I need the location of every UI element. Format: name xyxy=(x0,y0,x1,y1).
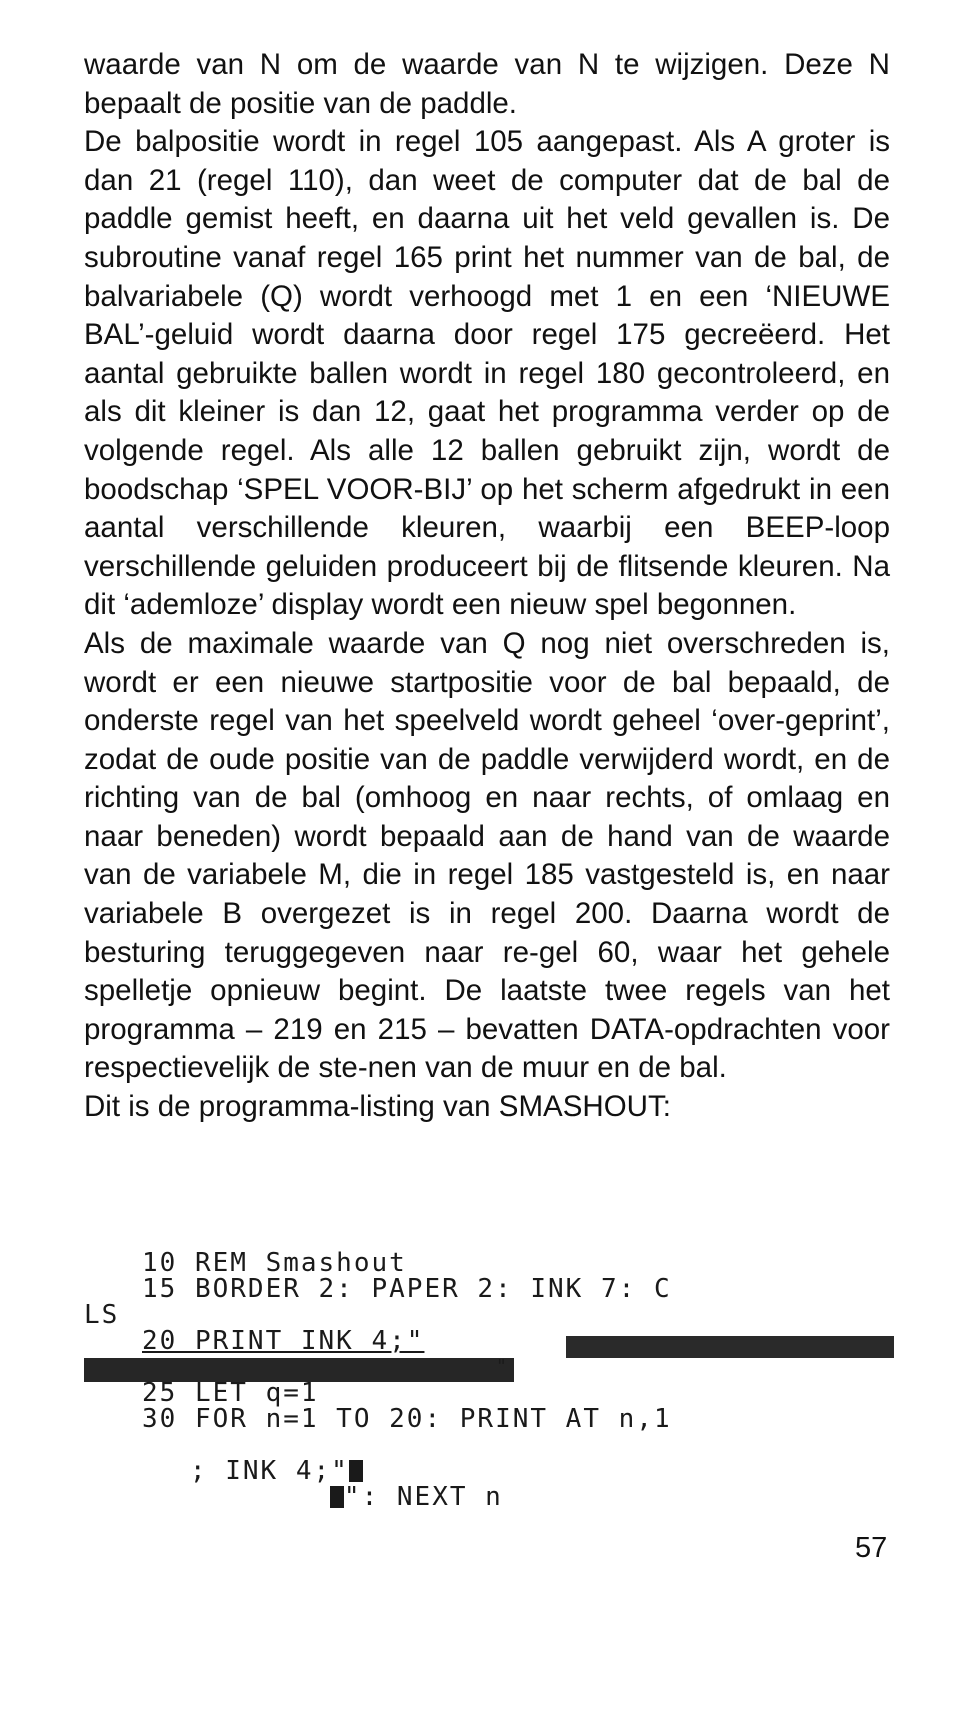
listing-line-15-cont: LS xyxy=(84,1300,120,1330)
listing-line-30c: ": NEXT n xyxy=(343,1482,503,1512)
listing-line-30-cont xyxy=(84,1432,894,1486)
listing-line-10: 10 REM Smashout xyxy=(142,1248,407,1278)
graphics-block-bar xyxy=(566,1336,894,1358)
paragraph-3: Als de maximale waarde van Q nog niet overschreden is, wordt er een nieuwe startpositie voor de bal bepaald, de onderste regel van het speelveld wordt geheel ‘over-geprint’, zodat de oude positie van de paddle verwijderd wordt, en de richting van de bal (omhoog en naar rechts, of omlaag en naar beneden) wordt bepaald aan de hand van de waarde van de variabele M, die in regel 185 vastgesteld is, en naar variabele B overgezet is in regel 200. Daarna wordt de besturing teruggegeven naar re-gel 60, waar het gehele spelletje opnieuw begint. De laatste twee regels van het programma – 219 en 215 – bevatten DATA-opdrachten voor respectievelijk de ste-nen van de muur en de bal. xyxy=(84,626,890,1085)
listing-line-20-group xyxy=(84,1328,894,1380)
graphics-block-icon xyxy=(330,1486,344,1508)
listing-line-15: 15 BORDER 2: PAPER 2: INK 7: C xyxy=(142,1274,672,1304)
listing-line-20: 20 PRINT INK 4;" xyxy=(142,1326,425,1356)
program-listing xyxy=(84,1248,894,1512)
paragraph-1: waarde van N om de waarde van N te wijzigen. Deze N bepaalt de positie van de paddle. xyxy=(84,48,890,120)
listing-line-25: 25 LET q=1 xyxy=(142,1378,319,1408)
listing-line-20-quote: " xyxy=(496,1356,509,1377)
body-text xyxy=(84,46,890,1127)
page-number: 57 xyxy=(855,1532,888,1564)
listing-line-30-end xyxy=(84,1458,894,1512)
paragraph-2: De balpositie wordt in regel 105 aangepast. Als A groter is dan 21 (regel 110), dan weet de computer dat de bal de paddle gemist heeft, en daarna uit het veld gevallen is. De subroutine vanaf regel 165 print het nummer van de bal, de balvariabele (Q) wordt verhoogd met 1 en een ‘NIEUWE BAL’-geluid wordt daarna door regel 175 gecreëerd. Het aantal gebruikte ballen wordt in regel 180 gecontroleerd, en als dit kleiner is dan 12, gaat het programma verder op de volgende regel. Als alle 12 ballen gebruikt zijn, wordt de boodschap ‘SPEL VOOR-BIJ’ op het scherm afgedrukt in een aantal verschillende kleuren, waarbij een BEEP-loop verschillende geluiden produceert bij de flitsende kleuren. Na dit ‘ademloze’ display wordt een nieuw spel begonnen. xyxy=(84,125,890,622)
listing-line-30: 30 FOR n=1 TO 20: PRINT AT n,1 xyxy=(142,1404,672,1434)
listing-line-30b: ; INK 4;" xyxy=(189,1456,349,1486)
paragraph-4: Dit is de programma-listing van SMASHOUT: xyxy=(84,1090,671,1124)
